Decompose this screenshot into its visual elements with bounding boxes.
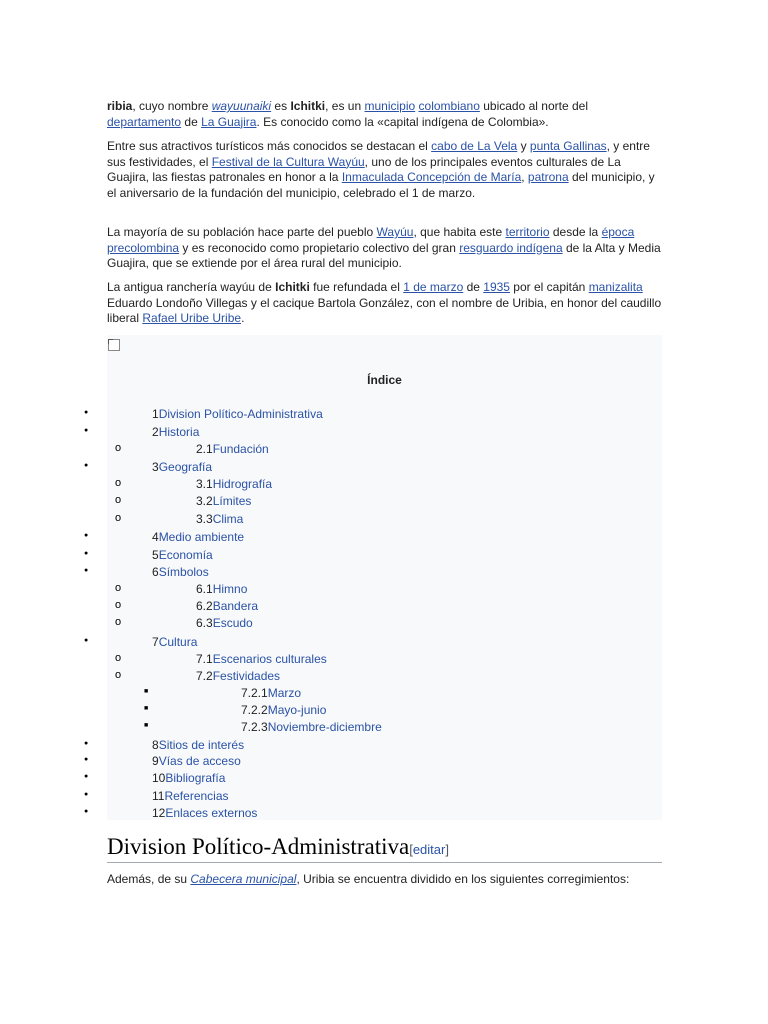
toc-item[interactable]	[241, 686, 301, 700]
toc-item[interactable]	[196, 616, 253, 630]
toc-item-number: 9	[152, 754, 159, 768]
link-rafael-uribe-uribe[interactable]: Rafael Uribe Uribe	[142, 311, 242, 325]
toc-item-number: 5	[152, 548, 159, 562]
toc-bullet: o	[115, 477, 122, 489]
toc-item-label: Límites	[212, 494, 252, 508]
toc-item-number: 1	[152, 407, 159, 421]
toc-item-label: Economía	[158, 548, 213, 562]
toc-item-label: Bibliografía	[165, 771, 226, 785]
toc-item-label: Hidrografía	[212, 477, 273, 491]
toc-item-number: 11	[152, 789, 165, 803]
toc-item-label: Bandera	[212, 599, 259, 613]
link-resguardo-indigena[interactable]: resguardo indígena	[459, 240, 563, 255]
text: , y entre sus festividades, el	[107, 139, 650, 169]
text: de	[463, 280, 484, 294]
toc-bullet: ●	[84, 409, 89, 416]
toc-item-number: 6.2	[196, 599, 213, 613]
toc-bullet: ●	[84, 791, 89, 798]
text: , que habita este	[413, 225, 506, 239]
text: . Es conocido como la «capital indígena de Colombia».	[256, 114, 549, 129]
toc-item-number: 2	[152, 425, 159, 439]
toc-bullet: ■	[144, 722, 149, 729]
toc-item[interactable]	[196, 669, 280, 683]
paragraph-population	[107, 225, 663, 272]
toc-item-number: 7.2.3	[241, 720, 268, 734]
toc-bullet: o	[115, 512, 122, 524]
text: , cuyo nombre	[132, 99, 212, 113]
toc-item-label: Festividades	[212, 669, 281, 683]
toc-item[interactable]	[152, 530, 244, 544]
toc-item-number: 7.2.2	[241, 703, 268, 717]
toc-item[interactable]	[152, 754, 241, 768]
link-territorio[interactable]: territorio	[505, 225, 550, 239]
section-heading-text: Division Político-Administrativa	[107, 834, 410, 859]
edit-bracket-open: [	[409, 842, 413, 857]
link-1-de-marzo[interactable]: 1 de marzo	[403, 280, 464, 294]
toc-item-label: Historia	[158, 425, 200, 439]
toc-item-number: 10	[152, 771, 166, 785]
toc-item-number: 8	[152, 738, 159, 752]
text: , uno de los principales eventos culturales de La Guajira, las fiestas patronales en honor a la	[107, 154, 621, 184]
paragraph-history	[107, 280, 663, 327]
text-ichitki: Ichitki	[275, 280, 310, 294]
link-cabecera-municipal[interactable]: Cabecera municipal	[190, 872, 297, 886]
link-inmaculada-concepcion[interactable]: Inmaculada Concepción de María	[341, 170, 522, 184]
edit-section	[409, 842, 449, 857]
toc-item-number: 3.1	[196, 477, 213, 491]
toc-item-number: 6.3	[196, 616, 213, 630]
toc-item[interactable]	[196, 512, 243, 526]
toc-bullet: ●	[84, 550, 89, 557]
paragraph-corregimientos	[107, 872, 663, 888]
link-departamento[interactable]: departamento	[107, 114, 182, 129]
toc-item-number: 7.1	[196, 652, 213, 666]
toc-item-number: 3.3	[196, 512, 213, 526]
toc-item-label: Noviembre-diciembre	[267, 720, 382, 734]
toc-bullet: ●	[84, 567, 89, 574]
text: La mayoría de su población hace parte del pueblo	[107, 225, 377, 239]
text: , es un	[325, 99, 365, 113]
text: es	[271, 99, 291, 113]
toc-item-label: Enlaces externos	[165, 806, 258, 820]
text: y	[517, 139, 530, 153]
toc-item-number: 3.2	[196, 494, 213, 508]
text: ubicado al norte del	[479, 99, 588, 113]
link-colombiano[interactable]: colombiano	[418, 99, 480, 113]
toc-item-number: 7.2.1	[241, 686, 268, 700]
toc-item-number: 12	[152, 806, 166, 820]
text: ,	[521, 170, 528, 184]
link-cabo-de-la-vela[interactable]: cabo de La Vela	[431, 139, 518, 153]
link-municipio[interactable]: municipio	[364, 99, 416, 113]
section-heading	[107, 834, 662, 863]
text-uribia-fragment: ribia	[107, 99, 133, 113]
toc-item-number: 6	[152, 565, 159, 579]
text: y es reconocido como propietario colectivo del gran	[179, 240, 460, 255]
text: por el capitán	[509, 280, 589, 294]
toc-item-number: 4	[152, 530, 159, 544]
toc-item-number: 7	[152, 635, 159, 649]
toc-bullet: ●	[84, 532, 89, 539]
toc-item[interactable]	[196, 477, 272, 491]
toc-item[interactable]	[152, 789, 229, 803]
link-1935[interactable]: 1935	[483, 280, 510, 294]
toc-item-number: 7.2	[196, 669, 213, 683]
paragraph-tourism	[107, 139, 663, 201]
link-punta-gallinas[interactable]: punta Gallinas	[529, 139, 607, 153]
toc-item[interactable]	[196, 582, 247, 596]
link-wayuunaiki[interactable]: wayuunaiki	[211, 99, 272, 113]
toc-item-label: Mayo-junio	[267, 703, 327, 717]
text: .	[241, 311, 245, 325]
toc-item[interactable]	[196, 652, 327, 666]
toc-item[interactable]	[152, 548, 213, 562]
link-wayuu[interactable]: Wayúu	[376, 225, 414, 239]
text: de la Alta y Media Guajira, que se extiende por el área rural del municipio.	[107, 240, 661, 270]
toc-item[interactable]	[152, 407, 323, 421]
toc-item-label: Division Político-Administrativa	[158, 407, 323, 421]
toc-item-label: Escudo	[212, 616, 253, 630]
toc-bullet: o	[115, 669, 122, 681]
toc-item-label: Escenarios culturales	[212, 652, 327, 666]
edit-link[interactable]: editar	[412, 842, 446, 857]
toc-bullet: ●	[84, 462, 89, 469]
toc-item[interactable]	[152, 565, 209, 579]
text: fue refundada el	[309, 280, 404, 294]
link-la-guajira[interactable]: La Guajira	[201, 114, 257, 129]
toc-item[interactable]	[196, 599, 258, 613]
toc-bullet: o	[115, 442, 122, 454]
toc-item-label: Sitios de interés	[158, 738, 245, 752]
toc-item[interactable]	[241, 703, 326, 717]
toc-item-label: Referencias	[164, 789, 229, 803]
toc-bullet: ●	[84, 756, 89, 763]
text: desde la	[549, 225, 602, 239]
toc-bullet: ●	[84, 740, 89, 747]
toc-item-number: 3	[152, 460, 159, 474]
edit-bracket-close: ]	[445, 842, 449, 857]
link-manizalita[interactable]: manizalita	[588, 280, 643, 294]
toc-item-number: 6.1	[196, 582, 213, 596]
text: La antigua ranchería wayúu de	[107, 280, 276, 294]
toc-item-label: Medio ambiente	[158, 530, 245, 544]
toc-item-label: Himno	[212, 582, 248, 596]
toc-item[interactable]	[196, 442, 269, 456]
text: de	[181, 114, 202, 129]
toc-item-label: Símbolos	[158, 565, 209, 579]
toc-item[interactable]	[152, 635, 197, 649]
link-epoca-precolombina[interactable]: época precolombina	[107, 225, 635, 255]
toc-item-label: Clima	[212, 512, 244, 526]
toc-item-label: Marzo	[267, 686, 302, 700]
toc-bullet: ■	[144, 688, 149, 695]
text: , Uribia se encuentra dividido en los siguientes corregimientos:	[296, 872, 630, 886]
toc-toggle-checkbox[interactable]	[108, 339, 120, 351]
toc-bullet: o	[115, 582, 122, 594]
toc-bullet: o	[115, 652, 122, 664]
toc-item[interactable]	[241, 720, 382, 734]
toc-item[interactable]	[152, 738, 244, 752]
link-patrona[interactable]: patrona	[527, 170, 569, 184]
toc-item-label: Vías de acceso	[158, 754, 241, 768]
toc-bullet: ●	[84, 637, 89, 644]
text: Eduardo Londoño Villegas y el cacique Bartola González, con el nombre de Uribia, en honor del caudillo liberal	[107, 295, 662, 325]
toc-item[interactable]	[152, 460, 212, 474]
toc-bullet: o	[115, 616, 122, 628]
toc-item-label: Cultura	[158, 635, 198, 649]
text: Además, de su	[107, 872, 191, 886]
toc-bullet: ●	[84, 808, 89, 815]
text-ichitki: Ichitki	[290, 99, 326, 113]
toc-title: Índice	[367, 373, 402, 387]
toc-item-number: 2.1	[196, 442, 213, 456]
toc-item[interactable]	[152, 806, 257, 820]
toc-item-label: Geografía	[158, 460, 213, 474]
text: del municipio, y el aniversario de la fundación del municipio, celebrado el 1 de marzo.	[107, 170, 655, 200]
toc-bullet: o	[115, 494, 122, 506]
link-festival-wayuu[interactable]: Festival de la Cultura Wayúu	[211, 154, 365, 169]
toc-bullet: ●	[84, 773, 89, 780]
toc-item-label: Fundación	[212, 442, 269, 456]
toc-item[interactable]	[152, 771, 225, 785]
toc-item[interactable]	[152, 425, 199, 439]
toc-bullet: ●	[84, 427, 89, 434]
toc-item[interactable]	[196, 494, 251, 508]
toc-bullet: ■	[144, 705, 149, 712]
toc-bullet: o	[115, 599, 122, 611]
paragraph-intro	[107, 99, 663, 130]
text: Entre sus atractivos turísticos más conocidos se destacan el	[107, 139, 432, 153]
